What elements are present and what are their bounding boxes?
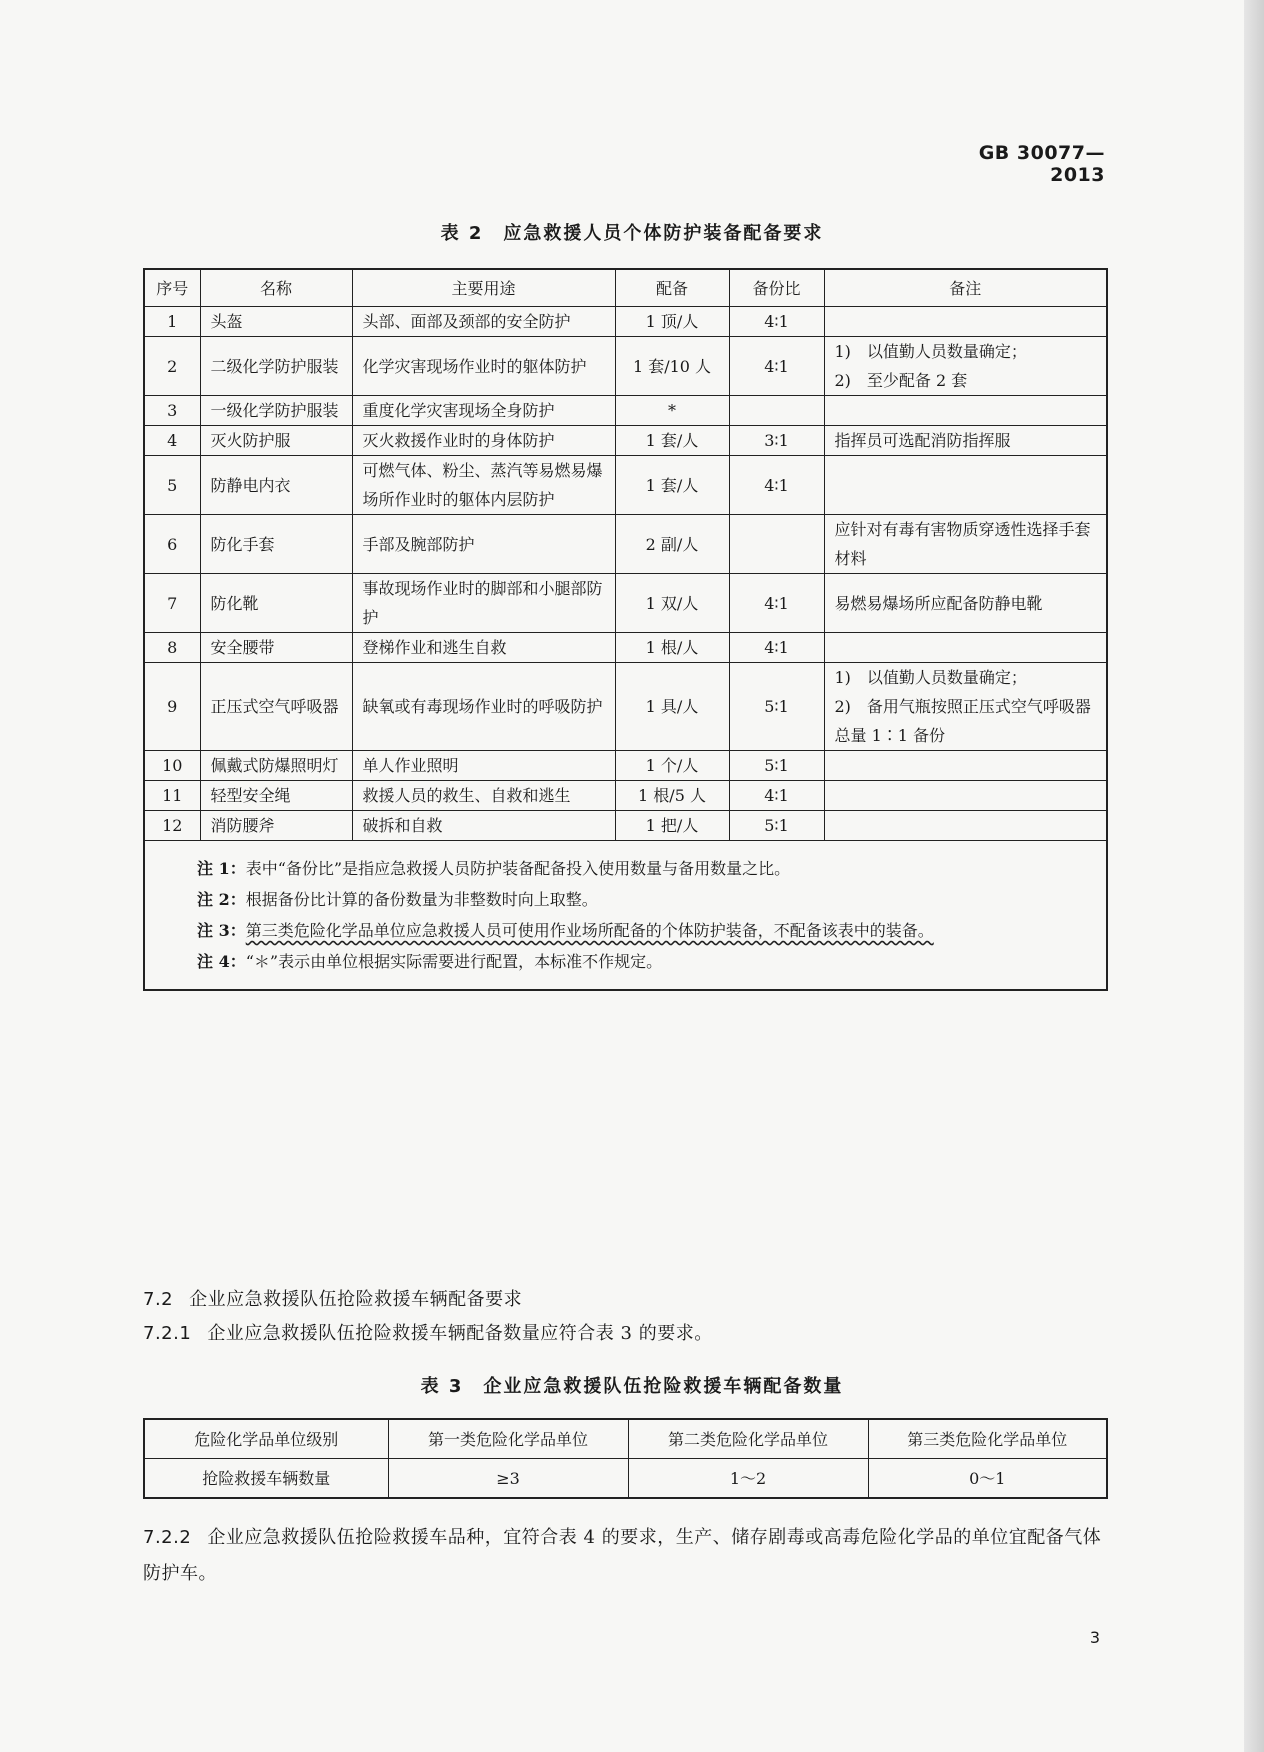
table-row <box>144 456 1107 515</box>
cell-index: 4 <box>144 426 200 456</box>
cell-name: 防静电内衣 <box>200 456 352 515</box>
cell-index: 10 <box>144 751 200 781</box>
table-row <box>144 307 1107 337</box>
col-header-name: 名称 <box>200 269 352 307</box>
cell-backup-ratio: 5∶1 <box>729 811 824 841</box>
cell-purpose: 登梯作业和逃生自救 <box>352 633 615 663</box>
table3-header-class3: 第三类危险化学品单位 <box>868 1419 1107 1459</box>
table3-vehicle-quantity <box>143 1418 1108 1499</box>
note-1: 注 1：表中“备份比”是指应急救援人员防护装备配备投入使用数量与备用数量之比。 <box>197 859 791 878</box>
cell-backup-ratio <box>729 515 824 574</box>
cell-allocation: 1 具/人 <box>615 663 729 751</box>
table-row <box>144 811 1107 841</box>
cell-purpose: 救援人员的救生、自救和逃生 <box>352 781 615 811</box>
table2-ppe-requirements <box>143 268 1108 991</box>
cell-remarks <box>824 781 1107 811</box>
cell-name: 消防腰斧 <box>200 811 352 841</box>
note-2: 注 2：根据备份比计算的备份数量为非整数时向上取整。 <box>197 890 598 909</box>
cell-allocation: 1 套/10 人 <box>615 337 729 396</box>
cell-allocation: 1 个/人 <box>615 751 729 781</box>
cell-backup-ratio: 4∶1 <box>729 456 824 515</box>
table3-header-level: 危险化学品单位级别 <box>144 1419 388 1459</box>
cell-purpose: 化学灾害现场作业时的躯体防护 <box>352 337 615 396</box>
page-number: 3 <box>1089 1628 1100 1647</box>
cell-index: 6 <box>144 515 200 574</box>
cell-name: 灭火防护服 <box>200 426 352 456</box>
col-header-purpose: 主要用途 <box>352 269 615 307</box>
cell-remarks: 应针对有毒有害物质穿透性选择手套材料 <box>824 515 1107 574</box>
paragraph-7-2-1: 7.2.1 企业应急救援队伍抢险救援车辆配备数量应符合表 3 的要求。 <box>143 1323 713 1344</box>
cell-allocation: * <box>615 396 729 426</box>
cell-backup-ratio: 4∶1 <box>729 574 824 633</box>
cell-backup-ratio <box>729 396 824 426</box>
cell-remarks: 易燃易爆场所应配备防静电靴 <box>824 574 1107 633</box>
col-header-index: 序号 <box>144 269 200 307</box>
cell-index: 1 <box>144 307 200 337</box>
cell-backup-ratio: 5∶1 <box>729 751 824 781</box>
col-header-backup-ratio: 备份比 <box>729 269 824 307</box>
table3-value-class1: ≥3 <box>388 1459 628 1499</box>
cell-remarks: 指挥员可选配消防指挥服 <box>824 426 1107 456</box>
table-row <box>144 751 1107 781</box>
table2-header-row <box>144 269 1107 307</box>
standard-number: GB 30077—2013 <box>978 142 1105 186</box>
note-3: 注 3：第三类危险化学品单位应急救援人员可使用作业场所配备的个体防护装备，不配备该表中的装备。 <box>197 921 934 940</box>
cell-index: 3 <box>144 396 200 426</box>
cell-name: 正压式空气呼吸器 <box>200 663 352 751</box>
cell-index: 7 <box>144 574 200 633</box>
cell-remarks <box>824 307 1107 337</box>
table3-header-row <box>144 1419 1107 1459</box>
cell-name: 轻型安全绳 <box>200 781 352 811</box>
cell-index: 8 <box>144 633 200 663</box>
table3-row-label: 抢险救援车辆数量 <box>144 1459 388 1499</box>
cell-allocation: 1 双/人 <box>615 574 729 633</box>
cell-index: 9 <box>144 663 200 751</box>
cell-allocation: 1 根/5 人 <box>615 781 729 811</box>
cell-name: 安全腰带 <box>200 633 352 663</box>
table-row <box>144 515 1107 574</box>
cell-purpose: 灭火救援作业时的身体防护 <box>352 426 615 456</box>
cell-name: 防化手套 <box>200 515 352 574</box>
cell-purpose: 单人作业照明 <box>352 751 615 781</box>
table3-value-class3: 0～1 <box>868 1459 1107 1499</box>
cell-purpose: 事故现场作业时的脚部和小腿部防护 <box>352 574 615 633</box>
cell-remarks: 1) 以值勤人员数量确定； 2) 备用气瓶按照正压式空气呼吸器总量 1∶1 备份 <box>824 663 1107 751</box>
cell-name: 一级化学防护服装 <box>200 396 352 426</box>
cell-backup-ratio: 5∶1 <box>729 663 824 751</box>
table-row <box>144 781 1107 811</box>
note-3-underlined-text: 第三类危险化学品单位应急救援人员可使用作业场所配备的个体防护装备，不配备该表中的装备。 <box>245 921 934 940</box>
cell-allocation: 1 把/人 <box>615 811 729 841</box>
cell-remarks <box>824 751 1107 781</box>
cell-remarks <box>824 811 1107 841</box>
cell-backup-ratio: 4∶1 <box>729 307 824 337</box>
cell-index: 2 <box>144 337 200 396</box>
cell-name: 防化靴 <box>200 574 352 633</box>
cell-allocation: 1 顶/人 <box>615 307 729 337</box>
table3-data-row <box>144 1459 1107 1499</box>
cell-allocation: 2 副/人 <box>615 515 729 574</box>
table-row <box>144 633 1107 663</box>
table2-notes-row <box>144 841 1107 991</box>
cell-allocation: 1 套/人 <box>615 426 729 456</box>
table-row <box>144 663 1107 751</box>
cell-remarks <box>824 396 1107 426</box>
col-header-remarks: 备注 <box>824 269 1107 307</box>
cell-purpose: 手部及腕部防护 <box>352 515 615 574</box>
cell-backup-ratio: 4∶1 <box>729 633 824 663</box>
table-row <box>144 426 1107 456</box>
cell-purpose: 缺氧或有毒现场作业时的呼吸防护 <box>352 663 615 751</box>
cell-purpose: 头部、面部及颈部的安全防护 <box>352 307 615 337</box>
cell-purpose: 重度化学灾害现场全身防护 <box>352 396 615 426</box>
table2-notes <box>144 841 1107 991</box>
table3-value-class2: 1～2 <box>628 1459 868 1499</box>
cell-index: 5 <box>144 456 200 515</box>
note-4: 注 4：“＊”表示由单位根据实际需要进行配置，本标准不作规定。 <box>197 952 663 971</box>
cell-allocation: 1 套/人 <box>615 456 729 515</box>
table3-caption: 表 3 企业应急救援队伍抢险救援车辆配备数量 <box>420 1376 844 1397</box>
cell-name: 佩戴式防爆照明灯 <box>200 751 352 781</box>
cell-backup-ratio: 3∶1 <box>729 426 824 456</box>
table-row <box>144 574 1107 633</box>
cell-remarks <box>824 633 1107 663</box>
cell-name: 头盔 <box>200 307 352 337</box>
cell-index: 12 <box>144 811 200 841</box>
cell-index: 11 <box>144 781 200 811</box>
cell-purpose: 破拆和自救 <box>352 811 615 841</box>
cell-backup-ratio: 4∶1 <box>729 781 824 811</box>
cell-name: 二级化学防护服装 <box>200 337 352 396</box>
section-7-2-heading: 7.2 企业应急救援队伍抢险救援车辆配备要求 <box>143 1289 523 1310</box>
page-edge-shadow <box>1244 0 1264 1752</box>
paragraph-7-2-2: 7.2.2 企业应急救援队伍抢险救援车品种，宜符合表 4 的要求，生产、储存剧毒或高毒危险化学品的单位宜配备气体防护车。 <box>143 1527 1102 1584</box>
table2-caption: 表 2 应急救援人员个体防护装备配备要求 <box>440 223 824 244</box>
cell-remarks: 1) 以值勤人员数量确定； 2) 至少配备 2 套 <box>824 337 1107 396</box>
cell-purpose: 可燃气体、粉尘、蒸汽等易燃易爆场所作业时的躯体内层防护 <box>352 456 615 515</box>
col-header-allocation: 配备 <box>615 269 729 307</box>
cell-allocation: 1 根/人 <box>615 633 729 663</box>
table-row <box>144 337 1107 396</box>
table3-header-class2: 第二类危险化学品单位 <box>628 1419 868 1459</box>
table-row <box>144 396 1107 426</box>
table3-header-class1: 第一类危险化学品单位 <box>388 1419 628 1459</box>
cell-remarks <box>824 456 1107 515</box>
table2-body <box>144 307 1107 841</box>
cell-backup-ratio: 4∶1 <box>729 337 824 396</box>
